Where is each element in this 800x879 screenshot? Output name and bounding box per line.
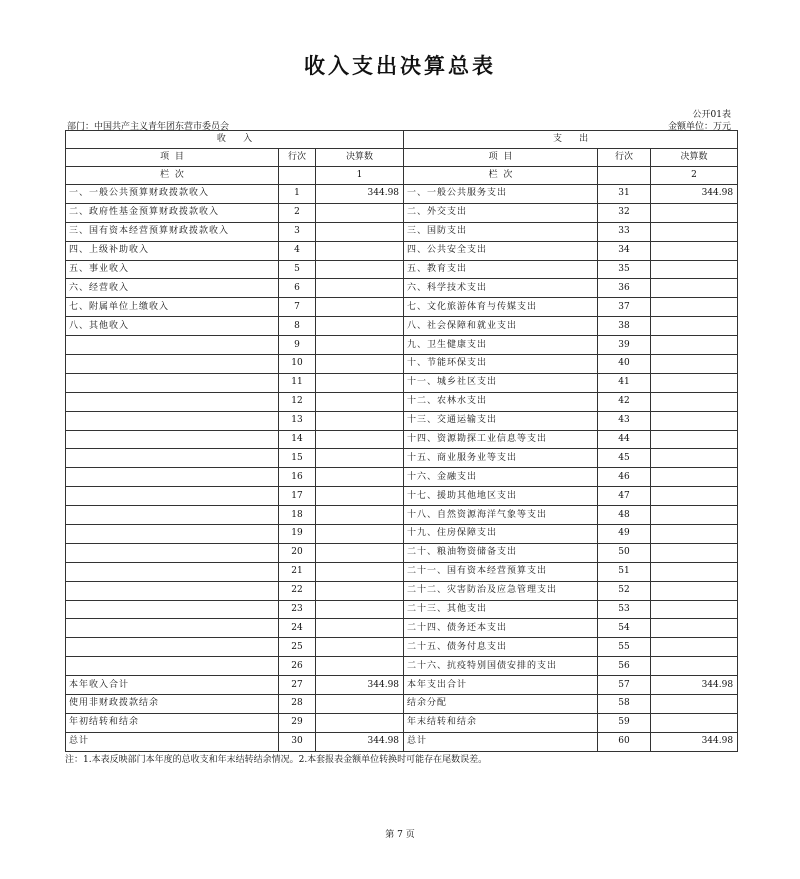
income-amount-cell: 344.98	[316, 732, 404, 751]
income-amount-cell	[316, 222, 404, 241]
income-item-cell	[66, 543, 279, 562]
expense-line-cell: 53	[598, 600, 651, 619]
expense-line-cell: 46	[598, 468, 651, 487]
table-row	[66, 373, 738, 392]
income-item-cell: 五、事业收入	[66, 260, 279, 279]
expense-amount-header: 决算数	[651, 149, 738, 167]
income-line-cell: 23	[279, 600, 316, 619]
income-amount-cell	[316, 468, 404, 487]
income-line-cell: 22	[279, 581, 316, 600]
income-line-cell: 24	[279, 619, 316, 638]
income-item-cell	[66, 336, 279, 355]
income-item-cell	[66, 430, 279, 449]
table-row	[66, 619, 738, 638]
expense-line-cell: 32	[598, 203, 651, 222]
income-line-cell: 27	[279, 676, 316, 695]
expense-item-cell: 七、文化旅游体育与传媒支出	[404, 298, 598, 317]
table-row	[66, 279, 738, 298]
expense-line-cell: 58	[598, 695, 651, 714]
income-line-cell: 17	[279, 487, 316, 506]
table-row	[66, 241, 738, 260]
income-amount-cell	[316, 279, 404, 298]
income-item-cell: 三、国有资本经营预算财政拨款收入	[66, 222, 279, 241]
page-number: 第 7 页	[385, 830, 415, 840]
income-column-number: 1	[316, 167, 404, 185]
income-item-cell	[66, 600, 279, 619]
income-amount-cell	[316, 203, 404, 222]
expense-item-cell: 二十一、国有资本经营预算支出	[404, 562, 598, 581]
expense-line-cell: 45	[598, 449, 651, 468]
expense-amount-cell	[651, 619, 738, 638]
expense-item-cell: 九、卫生健康支出	[404, 336, 598, 355]
expense-item-cell: 十五、商业服务业等支出	[404, 449, 598, 468]
expense-line-cell: 40	[598, 355, 651, 374]
expense-amount-cell	[651, 222, 738, 241]
expense-line-cell: 59	[598, 713, 651, 732]
expense-line-cell: 50	[598, 543, 651, 562]
table-row	[66, 468, 738, 487]
income-column-blank	[279, 167, 316, 185]
income-item-cell: 四、上级补助收入	[66, 241, 279, 260]
expense-item-cell: 十九、住房保障支出	[404, 525, 598, 544]
expense-amount-cell: 344.98	[651, 732, 738, 751]
table-row	[66, 203, 738, 222]
expense-line-cell: 51	[598, 562, 651, 581]
expense-item-cell: 二十五、债务付息支出	[404, 638, 598, 657]
section-header-row	[66, 131, 738, 149]
expense-amount-cell	[651, 600, 738, 619]
expense-line-cell: 38	[598, 317, 651, 336]
expense-line-cell: 54	[598, 619, 651, 638]
expense-item-cell: 十一、城乡社区支出	[404, 373, 598, 392]
expense-item-cell: 总计	[404, 732, 598, 751]
expense-item-cell: 二十二、灾害防治及应急管理支出	[404, 581, 598, 600]
income-line-cell: 30	[279, 732, 316, 751]
income-amount-cell	[316, 317, 404, 336]
income-line-cell: 19	[279, 525, 316, 544]
income-line-cell: 1	[279, 185, 316, 204]
income-line-cell: 26	[279, 657, 316, 676]
income-item-cell	[66, 411, 279, 430]
income-line-cell: 15	[279, 449, 316, 468]
expense-amount-cell	[651, 392, 738, 411]
expense-amount-cell	[651, 203, 738, 222]
income-item-cell: 总计	[66, 732, 279, 751]
expense-item-cell: 十二、农林水支出	[404, 392, 598, 411]
expense-item-cell: 二、外交支出	[404, 203, 598, 222]
income-amount-cell	[316, 562, 404, 581]
expense-item-cell: 十三、交通运输支出	[404, 411, 598, 430]
expense-item-cell: 五、教育支出	[404, 260, 598, 279]
expense-item-cell: 十四、资源勘探工业信息等支出	[404, 430, 598, 449]
income-line-cell: 16	[279, 468, 316, 487]
income-item-cell	[66, 619, 279, 638]
table-row	[66, 392, 738, 411]
expense-amount-cell	[651, 713, 738, 732]
expense-column-blank	[598, 167, 651, 185]
expense-item-cell: 十八、自然资源海洋气象等支出	[404, 506, 598, 525]
income-amount-cell: 344.98	[316, 676, 404, 695]
income-item-cell	[66, 449, 279, 468]
expense-item-cell: 二十四、债务还本支出	[404, 619, 598, 638]
unit-label: 金额单位：万元	[667, 122, 731, 132]
table-row	[66, 638, 738, 657]
income-item-cell: 六、经营收入	[66, 279, 279, 298]
expense-amount-cell	[651, 525, 738, 544]
income-column-label: 栏 次	[66, 167, 279, 185]
expense-line-cell: 35	[598, 260, 651, 279]
income-item-cell	[66, 581, 279, 600]
income-item-cell	[66, 562, 279, 581]
expense-amount-cell	[651, 581, 738, 600]
income-item-cell: 七、附属单位上缴收入	[66, 298, 279, 317]
expense-line-cell: 31	[598, 185, 651, 204]
table-row	[66, 581, 738, 600]
table-row	[66, 713, 738, 732]
expense-item-cell: 三、国防支出	[404, 222, 598, 241]
expense-amount-cell: 344.98	[651, 676, 738, 695]
income-line-cell: 20	[279, 543, 316, 562]
table-row	[66, 695, 738, 714]
table-row	[66, 260, 738, 279]
income-item-cell	[66, 525, 279, 544]
income-amount-cell	[316, 411, 404, 430]
table-row	[66, 657, 738, 676]
income-amount-cell	[316, 543, 404, 562]
expense-amount-cell	[651, 317, 738, 336]
table-row	[66, 336, 738, 355]
expense-amount-cell	[651, 430, 738, 449]
income-item-cell: 二、政府性基金预算财政拨款收入	[66, 203, 279, 222]
department-label: 部门：中国共产主义青年团东营市委员会	[67, 122, 230, 132]
income-amount-cell	[316, 336, 404, 355]
expense-amount-cell	[651, 468, 738, 487]
expense-line-cell: 57	[598, 676, 651, 695]
income-item-cell	[66, 657, 279, 676]
income-amount-cell	[316, 619, 404, 638]
page-title: 收入支出决算总表	[304, 53, 496, 78]
expense-item-cell: 十、节能环保支出	[404, 355, 598, 374]
income-amount-cell	[316, 355, 404, 374]
income-amount-cell	[316, 506, 404, 525]
table-row	[66, 676, 738, 695]
income-amount-cell	[316, 638, 404, 657]
income-item-cell	[66, 468, 279, 487]
expense-item-cell: 十六、金融支出	[404, 468, 598, 487]
income-section-header: 收 入	[66, 131, 404, 149]
expense-item-cell: 一、一般公共服务支出	[404, 185, 598, 204]
expense-line-cell: 41	[598, 373, 651, 392]
expense-line-cell: 36	[598, 279, 651, 298]
income-item-cell	[66, 487, 279, 506]
income-item-cell: 年初结转和结余	[66, 713, 279, 732]
income-line-cell: 13	[279, 411, 316, 430]
expense-line-cell: 39	[598, 336, 651, 355]
expense-item-cell: 四、公共安全支出	[404, 241, 598, 260]
expense-amount-cell	[651, 336, 738, 355]
income-amount-header: 决算数	[316, 149, 404, 167]
table-row	[66, 411, 738, 430]
expense-item-header: 项 目	[404, 149, 598, 167]
expense-line-cell: 37	[598, 298, 651, 317]
income-line-cell: 28	[279, 695, 316, 714]
income-item-cell	[66, 506, 279, 525]
expense-item-cell: 本年支出合计	[404, 676, 598, 695]
table-row	[66, 185, 738, 204]
table-row	[66, 487, 738, 506]
income-item-cell	[66, 392, 279, 411]
income-line-cell: 14	[279, 430, 316, 449]
expense-item-cell: 二十三、其他支出	[404, 600, 598, 619]
expense-amount-cell	[651, 298, 738, 317]
expense-line-cell: 43	[598, 411, 651, 430]
expense-item-cell: 结余分配	[404, 695, 598, 714]
income-amount-cell	[316, 373, 404, 392]
expense-amount-cell	[651, 260, 738, 279]
income-item-header: 项 目	[66, 149, 279, 167]
income-line-cell: 25	[279, 638, 316, 657]
form-code: 公开01表	[692, 110, 731, 120]
expense-line-cell: 56	[598, 657, 651, 676]
income-line-cell: 6	[279, 279, 316, 298]
income-amount-cell	[316, 695, 404, 714]
income-line-cell: 2	[279, 203, 316, 222]
table-row	[66, 600, 738, 619]
income-line-cell: 21	[279, 562, 316, 581]
income-expense-table	[65, 130, 738, 752]
expense-line-cell: 42	[598, 392, 651, 411]
table-row	[66, 317, 738, 336]
table-row	[66, 298, 738, 317]
income-amount-cell	[316, 298, 404, 317]
income-line-cell: 3	[279, 222, 316, 241]
table-row	[66, 562, 738, 581]
expense-amount-cell	[651, 355, 738, 374]
expense-amount-cell: 344.98	[651, 185, 738, 204]
income-item-cell	[66, 355, 279, 374]
income-line-header: 行次	[279, 149, 316, 167]
income-amount-cell	[316, 260, 404, 279]
expense-item-cell: 二十、粮油物资储备支出	[404, 543, 598, 562]
income-item-cell: 本年收入合计	[66, 676, 279, 695]
expense-line-cell: 48	[598, 506, 651, 525]
expense-line-header: 行次	[598, 149, 651, 167]
income-amount-cell	[316, 525, 404, 544]
expense-line-cell: 49	[598, 525, 651, 544]
income-amount-cell	[316, 430, 404, 449]
expense-amount-cell	[651, 487, 738, 506]
income-amount-cell	[316, 487, 404, 506]
income-amount-cell	[316, 657, 404, 676]
income-line-cell: 12	[279, 392, 316, 411]
table-row	[66, 430, 738, 449]
income-line-cell: 10	[279, 355, 316, 374]
column-header-row	[66, 149, 738, 167]
expense-line-cell: 60	[598, 732, 651, 751]
income-item-cell	[66, 638, 279, 657]
table-row	[66, 543, 738, 562]
table-row	[66, 222, 738, 241]
expense-amount-cell	[651, 543, 738, 562]
expense-amount-cell	[651, 449, 738, 468]
income-line-cell: 11	[279, 373, 316, 392]
expense-line-cell: 55	[598, 638, 651, 657]
income-item-cell: 八、其他收入	[66, 317, 279, 336]
expense-amount-cell	[651, 241, 738, 260]
expense-amount-cell	[651, 279, 738, 298]
income-line-cell: 9	[279, 336, 316, 355]
income-amount-cell	[316, 241, 404, 260]
income-amount-cell	[316, 581, 404, 600]
income-line-cell: 5	[279, 260, 316, 279]
expense-column-label: 栏 次	[404, 167, 598, 185]
table-row	[66, 449, 738, 468]
table-row	[66, 525, 738, 544]
expense-item-cell: 二十六、抗疫特别国债安排的支出	[404, 657, 598, 676]
expense-line-cell: 52	[598, 581, 651, 600]
expense-amount-cell	[651, 562, 738, 581]
income-item-cell: 使用非财政拨款结余	[66, 695, 279, 714]
table-row	[66, 732, 738, 751]
income-amount-cell	[316, 600, 404, 619]
expense-line-cell: 33	[598, 222, 651, 241]
expense-line-cell: 44	[598, 430, 651, 449]
expense-line-cell: 47	[598, 487, 651, 506]
income-amount-cell	[316, 449, 404, 468]
table-row	[66, 355, 738, 374]
income-line-cell: 7	[279, 298, 316, 317]
expense-line-cell: 34	[598, 241, 651, 260]
expense-amount-cell	[651, 373, 738, 392]
income-amount-cell	[316, 392, 404, 411]
income-line-cell: 29	[279, 713, 316, 732]
expense-item-cell: 八、社会保障和就业支出	[404, 317, 598, 336]
expense-column-number: 2	[651, 167, 738, 185]
income-line-cell: 8	[279, 317, 316, 336]
expense-section-header: 支 出	[404, 131, 738, 149]
expense-item-cell: 十七、援助其他地区支出	[404, 487, 598, 506]
expense-amount-cell	[651, 411, 738, 430]
column-number-row	[66, 167, 738, 185]
income-item-cell: 一、一般公共预算财政拨款收入	[66, 185, 279, 204]
income-line-cell: 18	[279, 506, 316, 525]
expense-amount-cell	[651, 695, 738, 714]
expense-item-cell: 年末结转和结余	[404, 713, 598, 732]
income-amount-cell	[316, 713, 404, 732]
footnote: 注：1.本表反映部门本年度的总收支和年末结转结余情况。2.本套报表金额单位转换时可能存在尾数误差。	[65, 755, 488, 765]
expense-amount-cell	[651, 506, 738, 525]
income-line-cell: 4	[279, 241, 316, 260]
table-row	[66, 506, 738, 525]
expense-amount-cell	[651, 638, 738, 657]
income-amount-cell: 344.98	[316, 185, 404, 204]
expense-item-cell: 六、科学技术支出	[404, 279, 598, 298]
expense-amount-cell	[651, 657, 738, 676]
income-item-cell	[66, 373, 279, 392]
